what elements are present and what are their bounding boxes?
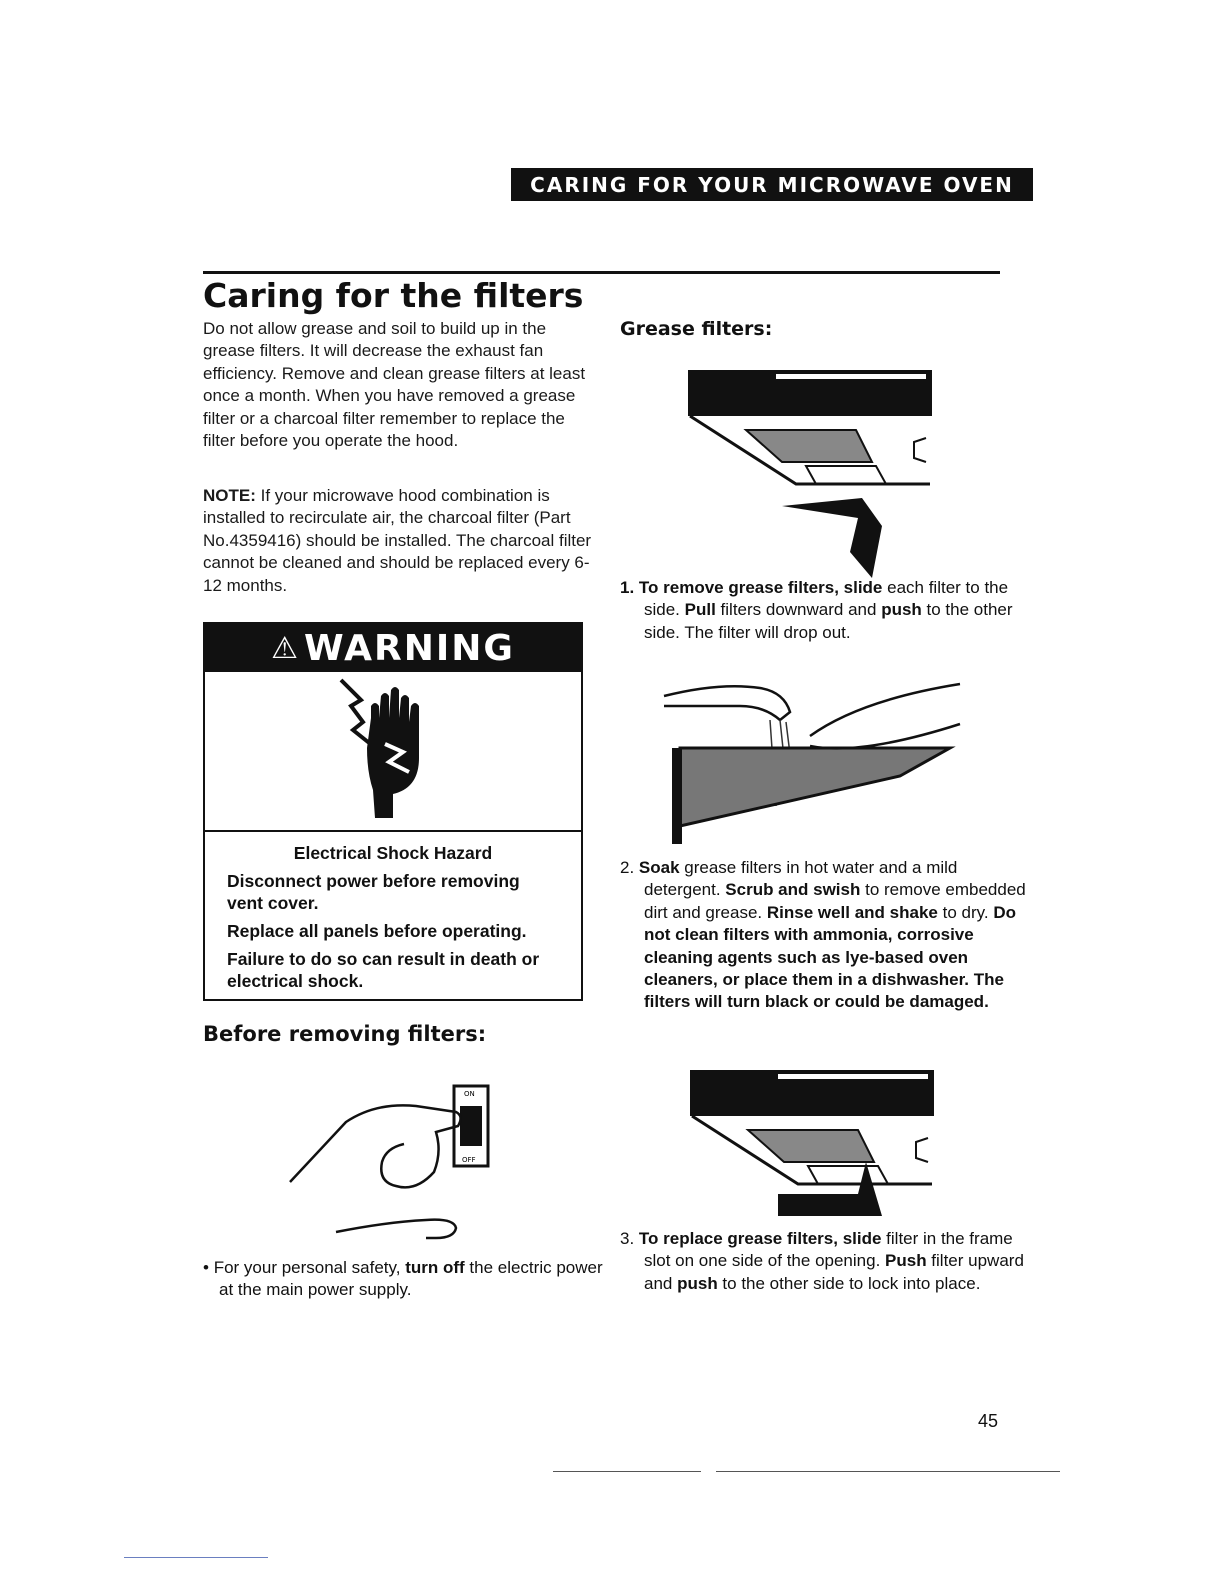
- note-label: NOTE:: [203, 486, 256, 505]
- footer-rule: [124, 1557, 268, 1558]
- warning-text: [205, 832, 581, 992]
- step-text: Soak: [638, 858, 680, 877]
- warning-header: [205, 624, 581, 672]
- step-text: grease filters in hot water and a mild detergent.: [644, 858, 958, 900]
- switch-off-label: OFF: [462, 1156, 476, 1164]
- warning-line: Replace all panels before operating.: [227, 921, 527, 941]
- footer-rule: [716, 1471, 1060, 1472]
- step-text: Do not clean filters with ammonia, corrosive cleaning agents such as lye-based oven cleaners, or place them in a dishwasher. The filters will turn black or could be damaged.: [644, 902, 1016, 1012]
- step-text: filter in the frame slot on one side of the opening.: [644, 1229, 1013, 1271]
- bullet-bold: turn off: [405, 1258, 465, 1277]
- warning-line: Failure to do so can result in death or electrical shock.: [227, 949, 540, 991]
- step-text: Rinse well and shake: [766, 902, 938, 922]
- warning-line: Disconnect power before removing vent cover.: [227, 871, 520, 913]
- page-title: Caring for the filters: [203, 276, 584, 315]
- step-soak: [620, 857, 1034, 1014]
- bullet-text-end: the electric power at the main power supply.: [219, 1258, 603, 1299]
- bullet-text: For your personal safety,: [213, 1258, 406, 1277]
- page-number: 45: [978, 1411, 999, 1431]
- note-text: If your microwave hood combination is installed to recirculate air, the charcoal filter (Part No.4359416) should be installed. The charcoal filter cannot be cleaned and should be replaced every 6-12 months.: [203, 486, 592, 595]
- step-text: to dry.: [937, 902, 994, 922]
- step-remove: [620, 577, 1034, 644]
- step-text: Pull: [684, 600, 716, 620]
- note-paragraph: [203, 485, 598, 597]
- switch-on-label: ON: [464, 1090, 475, 1098]
- step-number: 2.: [620, 858, 635, 877]
- warning-heading: Electrical Shock Hazard: [293, 843, 493, 863]
- step-text: to remove embedded dirt and grease.: [644, 880, 1026, 922]
- warning-box: [203, 622, 583, 1001]
- footer-rule: [553, 1471, 701, 1472]
- warning-triangle-icon: ⚠: [271, 630, 301, 666]
- warning-icon-area: [205, 672, 581, 832]
- step-text: To remove grease filters, slide: [638, 578, 883, 597]
- step-text: to the other side to lock into place.: [717, 1273, 981, 1293]
- step-text: filters downward and: [715, 600, 882, 620]
- warning-label: WARNING: [304, 627, 515, 669]
- grease-filters-heading: Grease filters:: [620, 318, 773, 340]
- step-text: To replace grease filters, slide: [638, 1229, 882, 1248]
- step-text: push: [677, 1273, 718, 1293]
- title-rule: [203, 271, 1000, 274]
- intro-paragraph: Do not allow grease and soil to build up in the grease filters. It will decrease the exhaust fan efficiency. Remove and clean grease filters at least once a month. When you have removed a grease filter or a charcoal filter remember to replace the filter before you operate the hood.: [203, 319, 586, 451]
- shock-hand-icon: [333, 678, 443, 828]
- before-removing-heading: Before removing filters:: [203, 1022, 487, 1046]
- step-text: push: [881, 600, 922, 620]
- soak-filter-illustration: [660, 676, 970, 848]
- step-text: Push: [885, 1251, 927, 1271]
- step-number: 1.: [620, 578, 635, 597]
- step-text: filter upward and: [644, 1251, 1024, 1293]
- step-number: 3.: [620, 1229, 635, 1248]
- step-replace: [620, 1228, 1034, 1295]
- section-banner: CARING FOR YOUR MICROWAVE OVEN: [511, 168, 1033, 201]
- safety-bullet: • For your personal safety, turn off the electric power at the main power supply.: [203, 1258, 603, 1299]
- step-text: Scrub and swish: [725, 880, 861, 900]
- step-text: to the other side. The filter will drop out.: [644, 600, 1013, 642]
- replace-filter-illustration: [688, 1066, 938, 1222]
- step-text: each filter to the side.: [644, 578, 1009, 620]
- wall-switch-illustration: [286, 1082, 496, 1242]
- remove-filter-illustration: [686, 366, 936, 578]
